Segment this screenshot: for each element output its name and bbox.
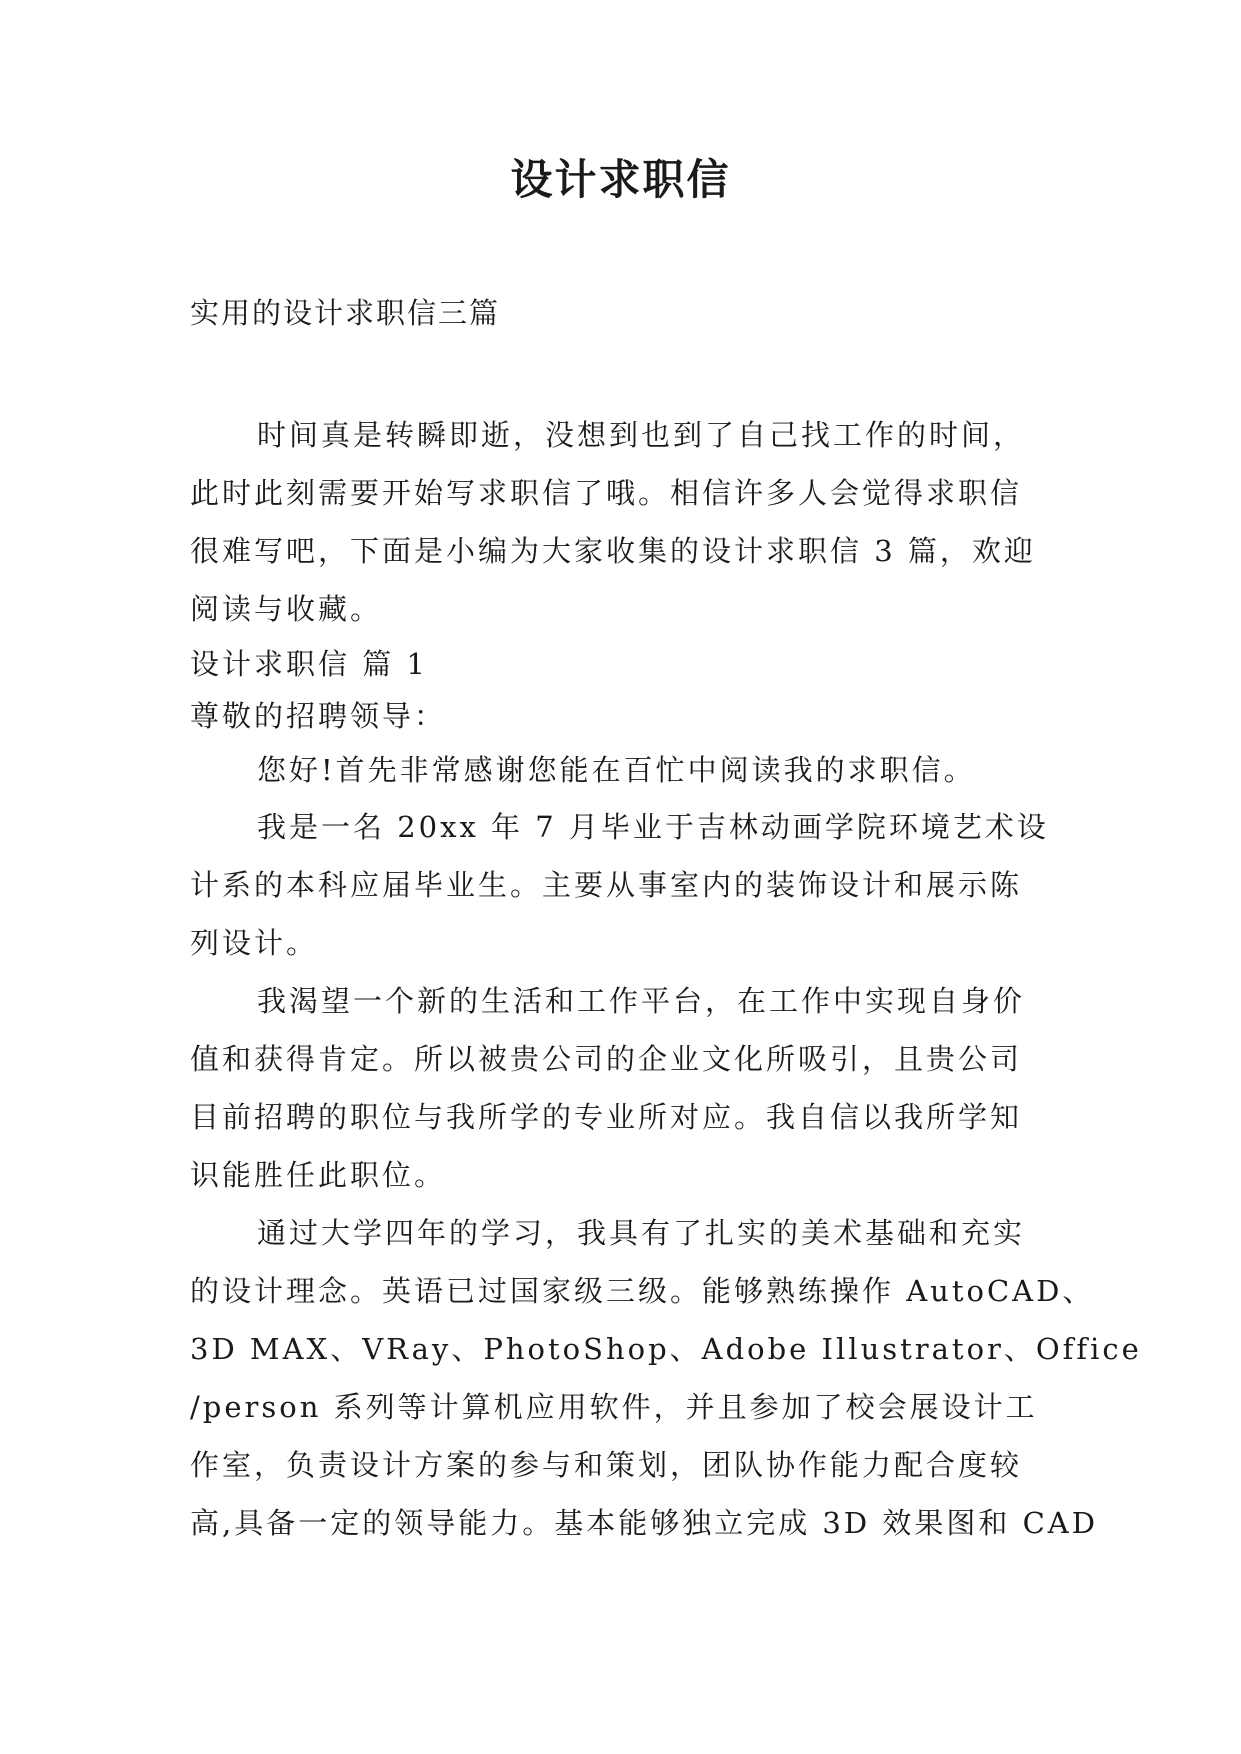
body-line: 高,具备一定的领导能力。基本能够独立完成 3D 效果图和 CAD [190, 1506, 1098, 1540]
body-line: 作室，负责设计方案的参与和策划，团队协作能力配合度较 [190, 1448, 1023, 1482]
intro-line: 阅读与收藏。 [190, 592, 383, 626]
document-body [190, 406, 1142, 1552]
intro-line: 很难写吧，下面是小编为大家收集的设计求职信 3 篇，欢迎 [190, 534, 1036, 568]
intro-line: 此时此刻需要开始写求职信了哦。相信许多人会觉得求职信 [190, 476, 1023, 510]
body-line: 值和获得肯定。所以被贵公司的企业文化所吸引，且贵公司 [190, 1042, 1023, 1076]
document-subtitle: 实用的设计求职信三篇 [190, 296, 501, 330]
body-line: 我是一名 20xx 年 7 月毕业于吉林动画学院环境艺术设 [257, 810, 1049, 844]
body-line: 目前招聘的职位与我所学的专业所对应。我自信以我所学知 [190, 1100, 1023, 1134]
body-line: 识能胜任此职位。 [190, 1158, 447, 1192]
body-paragraph-3 [190, 1204, 1142, 1552]
body-line: 我渴望一个新的生活和工作平台，在工作中实现自身价 [257, 984, 1026, 1018]
body-paragraph-1 [190, 798, 1060, 972]
greeting-paragraph [190, 742, 1060, 798]
body-line: 3D MAX、VRay、PhotoShop、Adobe Illustrator、Office [190, 1332, 1142, 1366]
body-line: 列设计。 [190, 926, 319, 960]
intro-line: 时间真是转瞬即逝，没想到也到了自己找工作的时间， [257, 418, 1026, 452]
body-line: /person 系列等计算机应用软件，并且参加了校会展设计工 [190, 1390, 1038, 1424]
salutation: 尊敬的招聘领导： [190, 699, 447, 733]
body-line: 计系的本科应届毕业生。主要从事室内的装饰设计和展示陈 [190, 868, 1023, 902]
body-paragraph-2 [190, 972, 1060, 1204]
greeting-line: 您好!首先非常感谢您能在百忙中阅读我的求职信。 [257, 753, 976, 787]
section-heading: 设计求职信 篇 1 [190, 647, 428, 681]
document-title: 设计求职信 [510, 155, 731, 204]
body-line: 通过大学四年的学习，我具有了扎实的美术基础和充实 [257, 1216, 1026, 1250]
body-line: 的设计理念。英语已过国家级三级。能够熟练操作 AutoCAD、 [190, 1274, 1095, 1308]
intro-paragraph [190, 406, 1060, 638]
